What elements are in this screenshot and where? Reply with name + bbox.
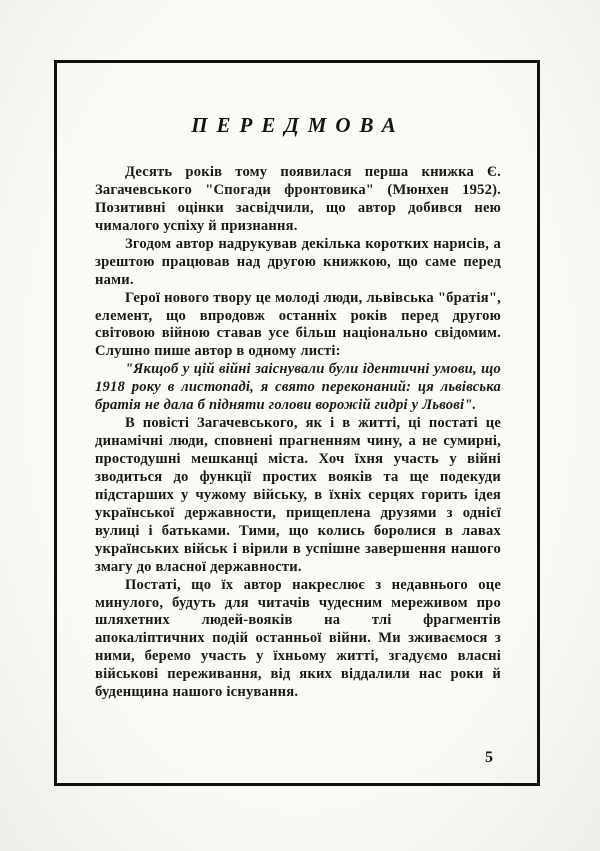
page-number: 5 — [485, 749, 493, 766]
page-content — [95, 113, 501, 702]
paragraph-1: Десять років тому появилася перша книжка Є. Загачевського "Спогади фронтовика" (Мюнхен 1952). Позитивні оцінки засвідчили, що автор добився нею чималого успіху й признання. — [95, 164, 501, 234]
page-title: ПЕРЕДМОВА — [191, 113, 405, 137]
paragraph-quote: "Якщоб у цій війні заіснували були ідентичні умови, що 1918 року в листопаді, я свято переконаний: ця львівська братія не дала б підняти голови ворожій гидрі у Львові". — [95, 361, 501, 414]
page-border-frame — [54, 60, 540, 786]
paragraph-2: Згодом автор надрукував декілька коротких нарисів, а зрештою працював над другою книжкою, що саме перед нами. — [95, 235, 501, 288]
paragraph-3: Герої нового твору це молоді люди, львівська "братія", елемент, що впродовж останніх років перед другою світовою війною ставав усе більш національно свідомим. Слушно пише автор в одному листі: — [95, 289, 501, 360]
paragraph-6: Постаті, що їх автор накреслює з недавнього оце минулого, будуть для читачів чудесним мереживом про шляхетних людей-вояків на тлі фрагментів апокаліптичних подій останньої війни. Ми зживаємося з ними, беремо участь у їхньому житті, згадуємо власні військові переживання, від яких віддалили нас роки й буденщина нашого існування. — [95, 576, 501, 701]
paragraph-5: В повісті Загачевського, як і в житті, ці постаті це динамічні люди, сповнені прагненням чину, а не сумирні, простодушні мешканці міста. Хоч їхня участь у війні зводиться до функції простих вояків та ще подекуди підстарших у чужому війську, в їхніх серцях горить ідея української державности, прищеплена друзями з однієї вулиці і батьками. Тими, що колись боролися в лавах українських військ і вірили в успішне завершення нашого змагу до власної державности. — [95, 415, 501, 575]
